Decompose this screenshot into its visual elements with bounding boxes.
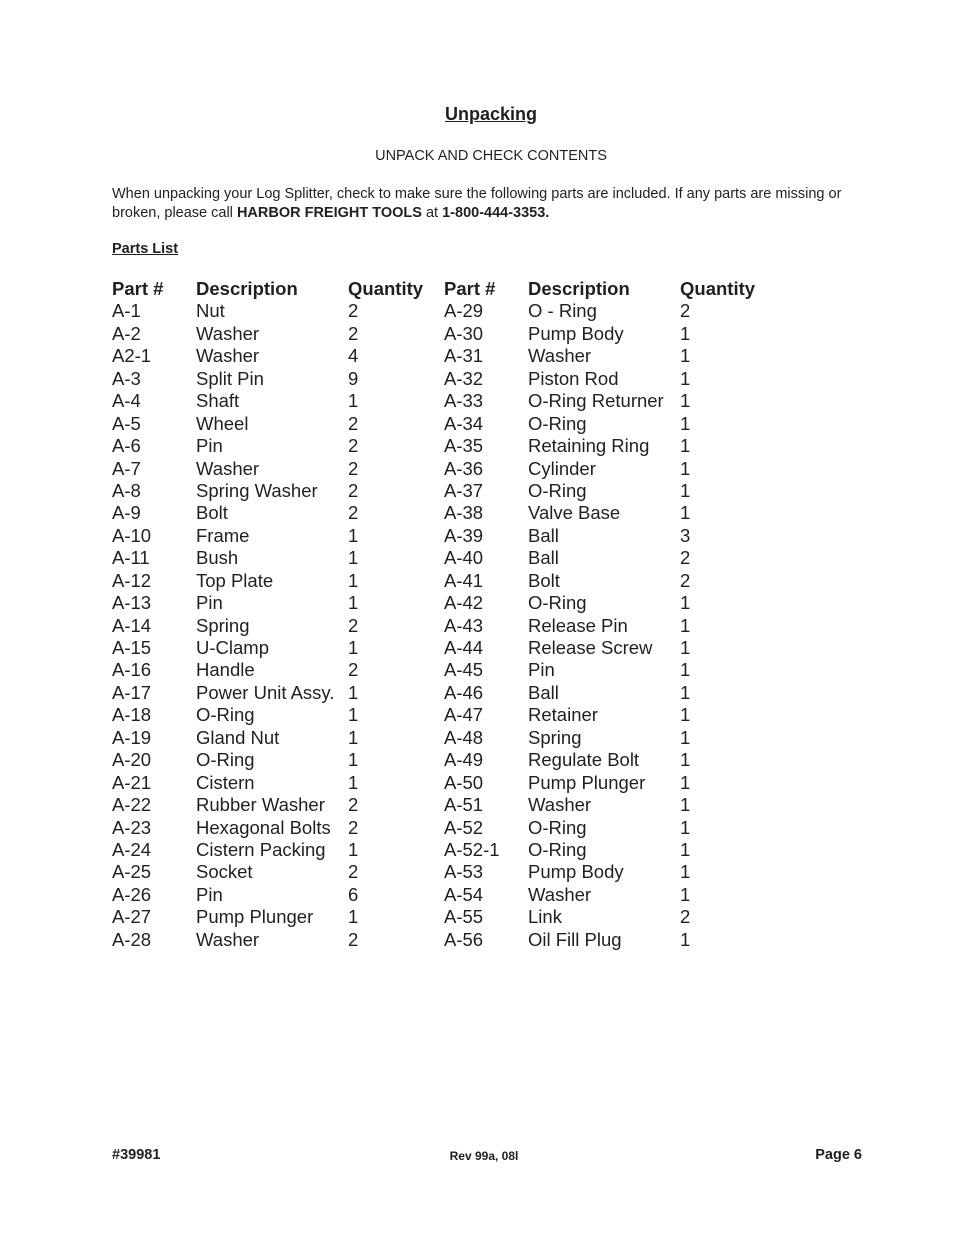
cell-description: Washer: [528, 794, 592, 816]
cell-quantity: 2: [680, 300, 691, 322]
cell-part-number: A-8: [112, 479, 141, 501]
cell-quantity: 2: [348, 479, 359, 501]
table-row: [112, 368, 770, 390]
cell-part-number: A-53: [444, 861, 484, 883]
cell-part-number: A-25: [112, 861, 152, 883]
cell-quantity: 1: [680, 749, 691, 771]
table-row: [112, 839, 770, 861]
table-row: [112, 570, 770, 592]
cell-description: O-Ring: [528, 816, 587, 838]
cell-part-number: A-52: [444, 816, 484, 838]
cell-part-number: A-37: [444, 479, 484, 501]
table-row: [112, 772, 770, 794]
cell-part-number: A-46: [444, 681, 484, 703]
cell-quantity: 1: [348, 838, 359, 860]
cell-quantity: 1: [680, 726, 691, 748]
cell-description: O-Ring: [196, 749, 255, 771]
cell-part-number: A-11: [112, 547, 150, 569]
cell-part-number: A-27: [112, 906, 152, 928]
cell-part-number: A-12: [112, 569, 152, 591]
table-row: [112, 704, 770, 726]
cell-part-number: A-29: [444, 300, 484, 322]
cell-quantity: 2: [348, 614, 359, 636]
cell-description: Handle: [196, 659, 255, 681]
table-row: [112, 323, 770, 345]
cell-description: O-Ring Returner: [528, 390, 664, 412]
cell-quantity: 2: [348, 502, 359, 524]
table-header-row: [112, 278, 770, 300]
cell-quantity: 1: [348, 681, 359, 703]
cell-part-number: A-6: [112, 435, 141, 457]
cell-description: Frame: [196, 524, 250, 546]
cell-quantity: 1: [680, 345, 691, 367]
cell-description: Ball: [528, 681, 559, 703]
cell-quantity: 1: [680, 457, 691, 479]
cell-description: Bolt: [196, 502, 228, 524]
cell-quantity: 6: [348, 883, 359, 905]
table-row: [112, 502, 770, 524]
cell-part-number: A2-1: [112, 345, 152, 367]
header-quantity: Quantity: [348, 278, 424, 299]
cell-description: Spring: [528, 726, 582, 748]
cell-part-number: A-50: [444, 771, 484, 793]
cell-description: Cistern: [196, 771, 255, 793]
cell-part-number: A-38: [444, 502, 484, 524]
table-row: [112, 794, 770, 816]
table-row: [112, 749, 770, 771]
cell-description: Pump Body: [528, 322, 624, 344]
cell-description: Spring: [196, 614, 250, 636]
cell-part-number: A-32: [444, 367, 484, 389]
cell-description: O-Ring: [528, 838, 587, 860]
cell-description: O-Ring: [528, 479, 587, 501]
cell-description: Regulate Bolt: [528, 749, 640, 771]
cell-description: Spring Washer: [196, 479, 318, 501]
cell-description: Washer: [528, 883, 592, 905]
cell-description: Oil Fill Plug: [528, 928, 622, 950]
table-row: [112, 480, 770, 502]
cell-quantity: 1: [348, 704, 359, 726]
cell-quantity: 2: [348, 816, 359, 838]
cell-quantity: 1: [348, 390, 359, 412]
table-row: [112, 345, 770, 367]
cell-part-number: A-52-1: [444, 838, 500, 860]
header-quantity-2: Quantity: [680, 278, 756, 299]
cell-part-number: A-9: [112, 502, 141, 524]
cell-quantity: 9: [348, 367, 359, 389]
cell-quantity: 1: [680, 704, 691, 726]
cell-quantity: 2: [680, 906, 691, 928]
cell-part-number: A-20: [112, 749, 152, 771]
cell-part-number: A-17: [112, 681, 152, 703]
table-row: [112, 884, 770, 906]
cell-description: Cylinder: [528, 457, 596, 479]
table-row: [112, 525, 770, 547]
cell-description: Pin: [528, 659, 555, 681]
cell-description: O - Ring: [528, 300, 597, 322]
cell-description: Pin: [196, 435, 223, 457]
cell-description: Hexagonal Bolts: [196, 816, 331, 838]
cell-quantity: 1: [680, 390, 691, 412]
cell-part-number: A-30: [444, 322, 484, 344]
cell-part-number: A-31: [444, 345, 484, 367]
cell-part-number: A-36: [444, 457, 484, 479]
cell-description: Ball: [528, 547, 559, 569]
cell-quantity: 1: [680, 637, 691, 658]
cell-description: Pin: [196, 592, 223, 614]
cell-quantity: 2: [348, 435, 359, 457]
cell-quantity: 1: [348, 637, 359, 658]
cell-part-number: A-13: [112, 592, 152, 614]
cell-description: Wheel: [196, 412, 249, 434]
cell-quantity: 2: [348, 794, 359, 816]
cell-part-number: A-51: [444, 794, 484, 816]
cell-part-number: A-14: [112, 614, 152, 636]
cell-quantity: 1: [680, 412, 691, 434]
cell-description: Power Unit Assy.: [196, 681, 335, 703]
cell-description: Piston Rod: [528, 367, 619, 389]
table-row: [112, 413, 770, 435]
cell-quantity: 1: [680, 659, 691, 681]
cell-part-number: A-23: [112, 816, 152, 838]
cell-quantity: 1: [680, 592, 691, 614]
cell-quantity: 2: [680, 547, 691, 569]
table-row: [112, 817, 770, 839]
cell-quantity: 2: [348, 322, 359, 344]
cell-part-number: A-7: [112, 457, 141, 479]
cell-quantity: 1: [680, 794, 691, 816]
cell-quantity: 1: [680, 771, 691, 793]
cell-quantity: 1: [348, 524, 359, 546]
cell-part-number: A-43: [444, 614, 484, 636]
phone-number: 1-800-444-3353.: [442, 205, 550, 221]
page-number: Page 6: [815, 1147, 862, 1163]
cell-description: Release Screw: [528, 637, 653, 658]
cell-description: Valve Base: [528, 502, 621, 524]
cell-quantity: 1: [680, 502, 691, 524]
cell-part-number: A-48: [444, 726, 484, 748]
cell-part-number: A-56: [444, 928, 484, 950]
cell-description: Washer: [528, 345, 592, 367]
cell-part-number: A-15: [112, 637, 152, 658]
cell-description: Retaining Ring: [528, 435, 650, 457]
cell-part-number: A-18: [112, 704, 152, 726]
cell-description: Release Pin: [528, 614, 628, 636]
cell-part-number: A-54: [444, 883, 484, 905]
cell-quantity: 1: [348, 592, 359, 614]
cell-quantity: 1: [680, 435, 691, 457]
intro-text: When unpacking your Log Splitter, check to make sure the following parts are included. If any parts are missing or broken, please call: [112, 186, 842, 221]
cell-quantity: 1: [680, 479, 691, 501]
cell-description: Pin: [196, 883, 223, 905]
cell-description: O-Ring: [528, 412, 587, 434]
cell-description: O-Ring: [528, 592, 587, 614]
cell-description: Retainer: [528, 704, 598, 726]
table-row: [112, 906, 770, 928]
parts-list-heading: Parts List: [112, 241, 179, 257]
cell-part-number: A-2: [112, 322, 141, 344]
cell-quantity: 1: [348, 726, 359, 748]
cell-description: O-Ring: [196, 704, 255, 726]
cell-description: Link: [528, 906, 562, 928]
cell-quantity: 4: [348, 345, 359, 367]
table-row: [112, 727, 770, 749]
cell-part-number: A-26: [112, 883, 152, 905]
cell-part-number: A-19: [112, 726, 152, 748]
table-row: [112, 458, 770, 480]
cell-quantity: 1: [680, 928, 691, 950]
cell-description: Cistern Packing: [196, 838, 326, 860]
parts-table: [112, 278, 770, 951]
cell-part-number: A-4: [112, 390, 141, 412]
cell-part-number: A-3: [112, 367, 141, 389]
cell-part-number: A-34: [444, 412, 484, 434]
header-description-2: Description: [528, 278, 630, 299]
header-part-number: Part #: [112, 278, 164, 299]
cell-quantity: 1: [348, 906, 359, 928]
table-row: [112, 659, 770, 681]
cell-description: Pump Plunger: [196, 906, 314, 928]
revision-label: Rev 99a, 08l: [449, 1149, 519, 1163]
cell-description: Pump Plunger: [528, 771, 646, 793]
cell-part-number: A-42: [444, 592, 484, 614]
cell-description: Washer: [196, 928, 260, 950]
cell-description: Socket: [196, 861, 253, 883]
table-row: [112, 929, 770, 951]
cell-quantity: 1: [680, 861, 691, 883]
cell-description: Washer: [196, 322, 260, 344]
cell-quantity: 2: [348, 300, 359, 322]
cell-part-number: A-47: [444, 704, 484, 726]
cell-quantity: 2: [680, 569, 691, 591]
table-row: [112, 547, 770, 569]
header-description: Description: [196, 278, 298, 299]
cell-quantity: 1: [680, 816, 691, 838]
section-subtitle: UNPACK AND CHECK CONTENTS: [375, 148, 607, 164]
page-title: Unpacking: [444, 104, 537, 124]
cell-description: Rubber Washer: [196, 794, 325, 816]
cell-quantity: 2: [348, 928, 359, 950]
cell-part-number: A-55: [444, 906, 484, 928]
cell-description: Bolt: [528, 569, 560, 591]
cell-part-number: A-45: [444, 659, 484, 681]
cell-part-number: A-39: [444, 524, 484, 546]
cell-description: U-Clamp: [196, 637, 269, 658]
cell-quantity: 1: [680, 322, 691, 344]
cell-quantity: 1: [680, 681, 691, 703]
cell-part-number: A-49: [444, 749, 484, 771]
table-row: [112, 390, 770, 412]
cell-quantity: 1: [680, 367, 691, 389]
cell-quantity: 2: [348, 412, 359, 434]
intro-text-mid: at: [421, 205, 443, 221]
table-row: [112, 615, 770, 637]
cell-description: Shaft: [196, 390, 240, 412]
cell-quantity: 2: [348, 457, 359, 479]
cell-description: Nut: [196, 300, 225, 322]
cell-part-number: A-35: [444, 435, 484, 457]
cell-quantity: 1: [680, 614, 691, 636]
cell-quantity: 1: [348, 749, 359, 771]
header-part-number-2: Part #: [444, 278, 496, 299]
cell-part-number: A-44: [444, 637, 484, 658]
cell-part-number: A-33: [444, 390, 484, 412]
cell-quantity: 2: [348, 861, 359, 883]
cell-description: Bush: [196, 547, 239, 569]
table-row: [112, 435, 770, 457]
cell-part-number: A-10: [112, 524, 152, 546]
cell-quantity: 3: [680, 524, 691, 546]
cell-quantity: 1: [348, 771, 359, 793]
cell-description: Pump Body: [528, 861, 624, 883]
cell-part-number: A-16: [112, 659, 152, 681]
cell-quantity: 1: [348, 547, 359, 569]
intro-paragraph: [112, 185, 852, 223]
cell-description: Washer: [196, 345, 260, 367]
cell-part-number: A-22: [112, 794, 152, 816]
table-row: [112, 861, 770, 883]
cell-part-number: A-28: [112, 928, 152, 950]
company-name: HARBOR FREIGHT TOOLS: [236, 205, 422, 221]
cell-quantity: 2: [348, 659, 359, 681]
cell-part-number: A-5: [112, 412, 141, 434]
cell-description: Ball: [528, 524, 559, 546]
cell-description: Gland Nut: [196, 726, 280, 748]
cell-part-number: A-40: [444, 547, 484, 569]
cell-quantity: 1: [348, 569, 359, 591]
cell-description: Top Plate: [196, 569, 274, 591]
table-row: [112, 592, 770, 614]
cell-quantity: 1: [680, 883, 691, 905]
cell-description: Washer: [196, 457, 260, 479]
cell-part-number: A-1: [112, 300, 141, 322]
cell-quantity: 1: [680, 838, 691, 860]
table-row: [112, 637, 770, 659]
cell-part-number: A-21: [112, 771, 152, 793]
cell-description: Split Pin: [196, 367, 264, 389]
table-row: [112, 300, 770, 322]
cell-part-number: A-24: [112, 838, 152, 860]
table-row: [112, 682, 770, 704]
cell-part-number: A-41: [444, 569, 484, 591]
item-number: #39981: [112, 1147, 161, 1163]
